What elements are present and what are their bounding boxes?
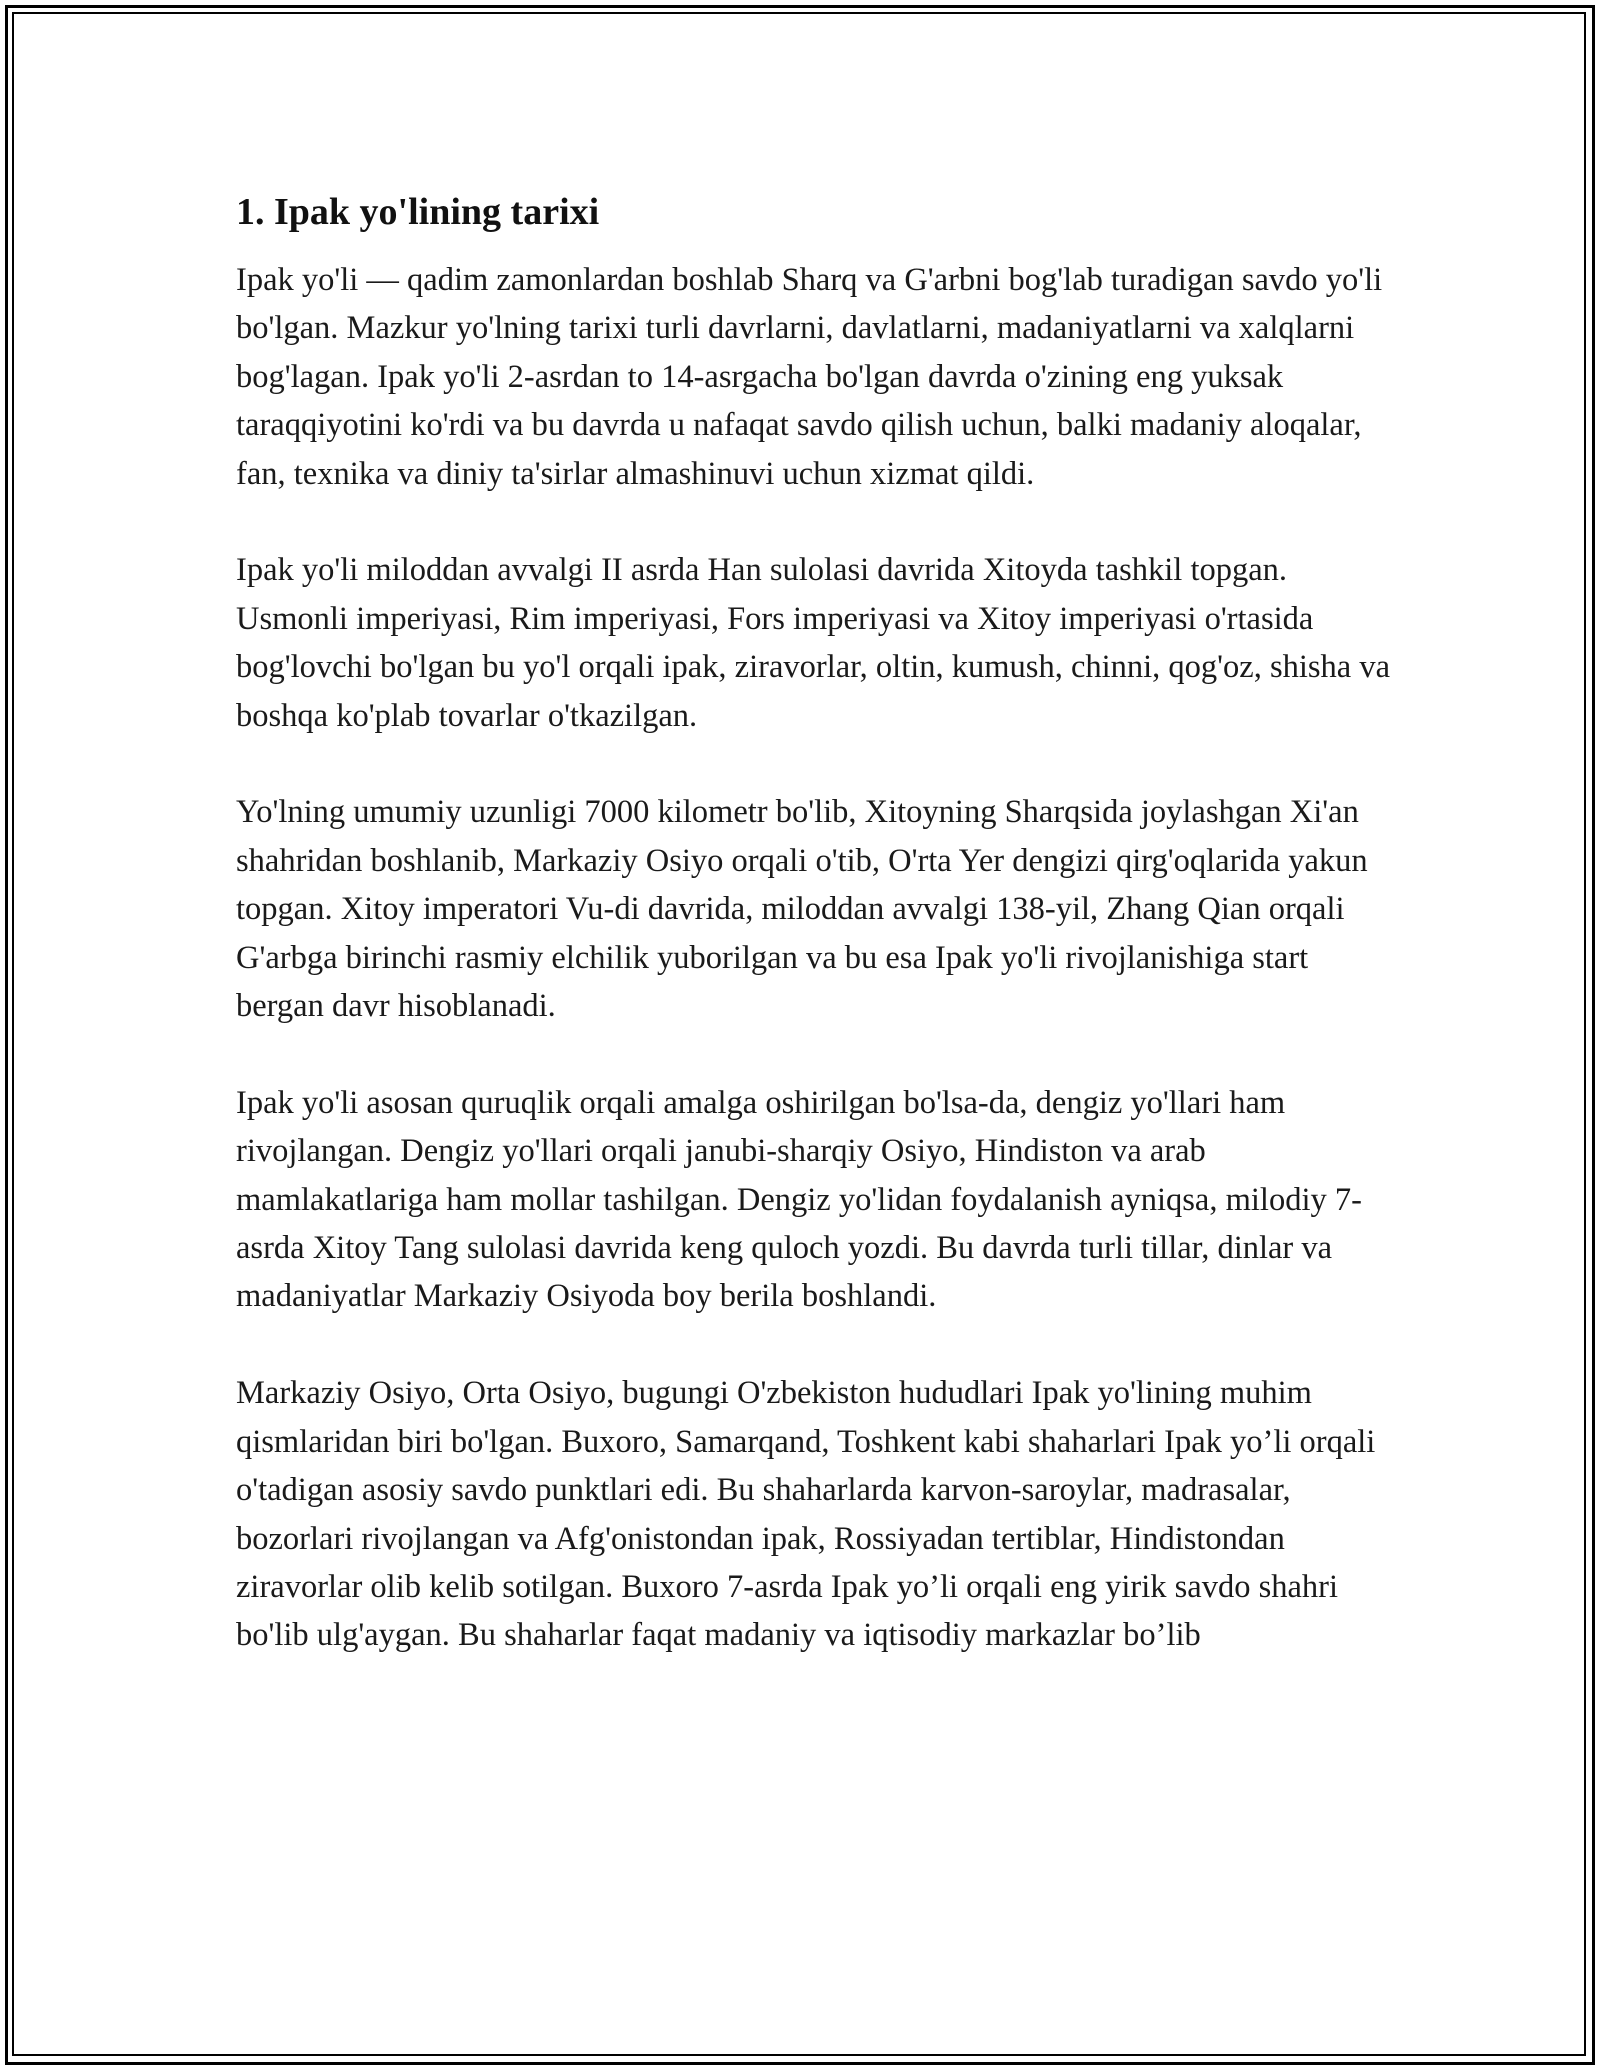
section-heading: 1. Ipak yo'lining tarixi [236, 191, 600, 233]
paragraph-2: Ipak yo'li miloddan avvalgi II asrda Han sulolasi davrida Xitoyda tashkil topgan. Usmonli imperiyasi, Rim imperiyasi, Fors imperiyasi va Xitoy imperiyasi o'rtasida bog'lovchi bo'lgan bu yo'l orqali ipak, ziravorlar, oltin, kumush, chinni, qog'oz, shisha va boshqa ko'plab tovarlar o'tkazilgan. [236, 552, 1391, 734]
paragraph-3: Yo'lning umumiy uzunligi 7000 kilometr bo'lib, Xitoyning Sharqsida joylashgan Xi'an shahridan boshlanib, Markaziy Osiyo orqali o'tib, O'rta Yer dengizi qirg'oqlarida yakun topgan. Xitoy imperatori Vu-di davrida, miloddan avvalgi 138-yil, Zhang Qian orqali G'arbga birinchi rasmiy elchilik yuborilgan va bu esa Ipak yo'li rivojlanishiga start bergan davr hisoblanadi. [236, 794, 1368, 1025]
document-body [236, 188, 1396, 1708]
paragraph-1: Ipak yo'li — qadim zamonlardan boshlab Sharq va G'arbni bog'lab turadigan savdo yo'li bo'lgan. Mazkur yo'lning tarixi turli davrlarni, davlatlarni, madaniyatlarni va xalqlarni bog'lagan. Ipak yo'li 2-asrdan to 14-asrgacha bo'lgan davrda o'zining eng yuksak taraqqiyotini ko'rdi va bu davrda u nafaqat savdo qilish uchun, balki madaniy aloqalar, fan, texnika va diniy ta'sirlar almashinuvi uchun xizmat qildi. [236, 262, 1383, 492]
paragraph-5: Markaziy Osiyo, Orta Osiyo, bugungi O'zbekiston hududlari Ipak yo'lining muhim qismlaridan biri bo'lgan. Buxoro, Samarqand, Toshkent kabi shaharlari Ipak yo’li orqali o'tadigan asosiy savdo punktlari edi. Bu shaharlarda karvon-saroylar, madrasalar, bozorlari rivojlangan va Afg'onistondan ipak, Rossiyadan tertiblar, Hindistondan ziravorlar olib kelib sotilgan. Buxoro 7-asrda Ipak yo’li orqali eng yirik savdo shahri bo'lib ulg'aygan. Bu shaharlar faqat madaniy va iqtisodiy markazlar bo’lib [236, 1375, 1376, 1654]
paragraph-4: Ipak yo'li asosan quruqlik orqali amalga oshirilgan bo'lsa-da, dengiz yo'llari ham rivojlangan. Dengiz yo'llari orqali janubi-sharqiy Osiyo, Hindiston va arab mamlakatlariga ham mollar tashilgan. Dengiz yo'lidan foydalanish ayniqsa, milodiy 7-asrda Xitoy Tang sulolasi davrida keng quloch yozdi. Bu davrda turli tillar, dinlar va madaniyatlar Markaziy Osiyoda boy berila boshlandi. [236, 1084, 1362, 1315]
